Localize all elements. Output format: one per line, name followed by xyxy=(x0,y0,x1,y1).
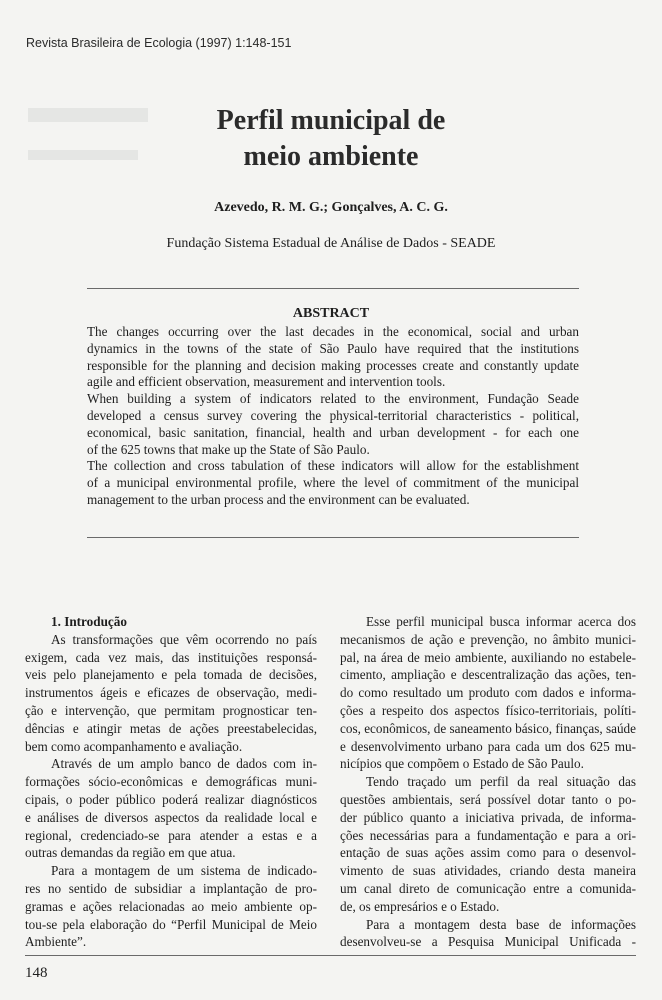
abstract-line: of a municipal environmental profile, where the level of commitment of the municipal xyxy=(87,475,579,491)
abstract-line: developed a census survey covering the physical-territorial characteristics - political, xyxy=(87,407,579,423)
abstract-line: The collection and cross tabulation of these indicators will allow for the establishment xyxy=(87,458,579,474)
abstract-line: When building a system of indicators related to the environment, Fundação Seade xyxy=(87,391,579,407)
body-line: cimento, ampliação e descentralização das ações, ten- xyxy=(340,667,636,683)
body-line: Esse perfil municipal busca informar acerca dos xyxy=(366,614,636,629)
body-line: desenvolveu-se a Pesquisa Municipal Unificada - xyxy=(340,934,636,950)
body-line: mecanismos de ação e prevenção, no âmbito munici- xyxy=(340,631,636,647)
body-line: instrumentos ágeis e eficazes de observação, medi- xyxy=(25,685,317,701)
body-line: cipais, o poder público poderá realizar diagnósticos xyxy=(25,791,317,807)
body-line: outras demandas da região em que atua. xyxy=(25,845,236,861)
affiliation: Fundação Sistema Estadual de Análise de Dados - SEADE xyxy=(166,236,496,251)
abstract-line: responsible for the planning and decision making processes create and constantly update xyxy=(87,357,579,373)
body-line: formações sócio-econômicas e demográficas muni- xyxy=(25,774,317,790)
abstract-line: agile and efficient observation, measurement and intervention tools. xyxy=(87,374,446,390)
body-line: veis pelo planejamento e pela tomada de decisões, xyxy=(25,667,317,683)
paper-title xyxy=(0,103,662,175)
footer-rule xyxy=(25,955,636,956)
title-line: Perfil municipal de xyxy=(216,105,446,136)
body-line: e análises de diversos aspectos da realidade local e xyxy=(25,809,317,825)
abstract-line: The changes occurring over the last decades in the economical, social and urban xyxy=(87,324,579,339)
abstract-body xyxy=(87,324,579,509)
body-line: dências e atingir metas de ações preestabelecidas, xyxy=(25,720,317,736)
body-line: regional, credenciado-se para atender a estas e a xyxy=(25,827,317,843)
body-line: exigem, cada vez mais, das instituições responsá- xyxy=(25,649,317,665)
body-line: do como resultado um produto com dados e informa- xyxy=(340,685,636,701)
body-line: bem como acompanhamento e avaliação. xyxy=(25,738,243,754)
right-column xyxy=(340,613,636,951)
body-line: questões ambientais, será possível dotar tanto o po- xyxy=(340,791,636,807)
divider-bottom xyxy=(87,537,579,538)
body-line: Tendo traçado um perfil da real situação das xyxy=(366,774,636,790)
body-line: ções a respeito dos aspectos físico-territoriais, políti- xyxy=(340,702,636,718)
body-line: Ambiente”. xyxy=(25,934,87,950)
body-line: gramas e ações relacionadas ao meio ambiente op- xyxy=(25,898,317,914)
abstract-line: dynamics in the towns of the state of São Paulo have required that the institutions xyxy=(87,340,579,356)
body-line: ção e intervenção, que permitam prognosticar ten- xyxy=(25,702,317,718)
page-number: 148 xyxy=(25,965,48,981)
body-line: res no sentido de subsidiar a implantação de pro- xyxy=(25,880,317,896)
body-line: e desenvolvimento urbano para cada um dos 625 mu- xyxy=(340,738,636,754)
body-line: tou-se pela elaboração do “Perfil Municipal de Meio xyxy=(25,916,317,932)
body-line: der público quanto a iniciativa privada, de informa- xyxy=(340,809,636,825)
authors: Azevedo, R. M. G.; Gonçalves, A. C. G. xyxy=(214,200,448,215)
left-column xyxy=(25,613,317,951)
body-line: pal, na área de meio ambiente, auxiliando no estabele- xyxy=(340,649,636,665)
abstract-line: economical, basic sanitation, financial, health and urban development - for each one xyxy=(87,424,579,440)
body-line: de, os empresários e o Estado. xyxy=(340,898,500,914)
divider-top xyxy=(87,288,579,289)
body-line: Para a montagem de um sistema de indicado- xyxy=(51,863,317,879)
abstract-line: management to the urban process and the environment can be evaluated. xyxy=(87,491,470,507)
title-line: meio ambiente xyxy=(243,141,419,172)
body-line: Através de um amplo banco de dados com in- xyxy=(51,756,317,772)
body-line: nicípios que compõem o Estado de São Paulo. xyxy=(340,756,584,772)
body-line: entação de suas ações assim como para o desenvol- xyxy=(340,845,636,861)
abstract-heading: ABSTRACT xyxy=(292,306,370,321)
section-heading: 1. Introdução xyxy=(51,614,127,629)
body-line: ções necessárias para a fundamentação e para a ori- xyxy=(340,827,636,843)
body-line: um canal direto de comunicação entre a comunida- xyxy=(340,880,636,896)
body-line: Para a montagem desta base de informações xyxy=(366,916,636,932)
body-line: vimento de suas atividades, criando desta maneira xyxy=(340,863,636,879)
body-line: As transformações que vêm ocorrendo no país xyxy=(51,631,317,647)
abstract-line: of the 625 towns that make up the State of São Paulo. xyxy=(87,441,370,457)
journal-reference: Revista Brasileira de Ecologia (1997) 1:148-151 xyxy=(26,36,292,50)
body-line: cos, econômicos, de saneamento básico, finanças, saúde xyxy=(340,720,636,736)
